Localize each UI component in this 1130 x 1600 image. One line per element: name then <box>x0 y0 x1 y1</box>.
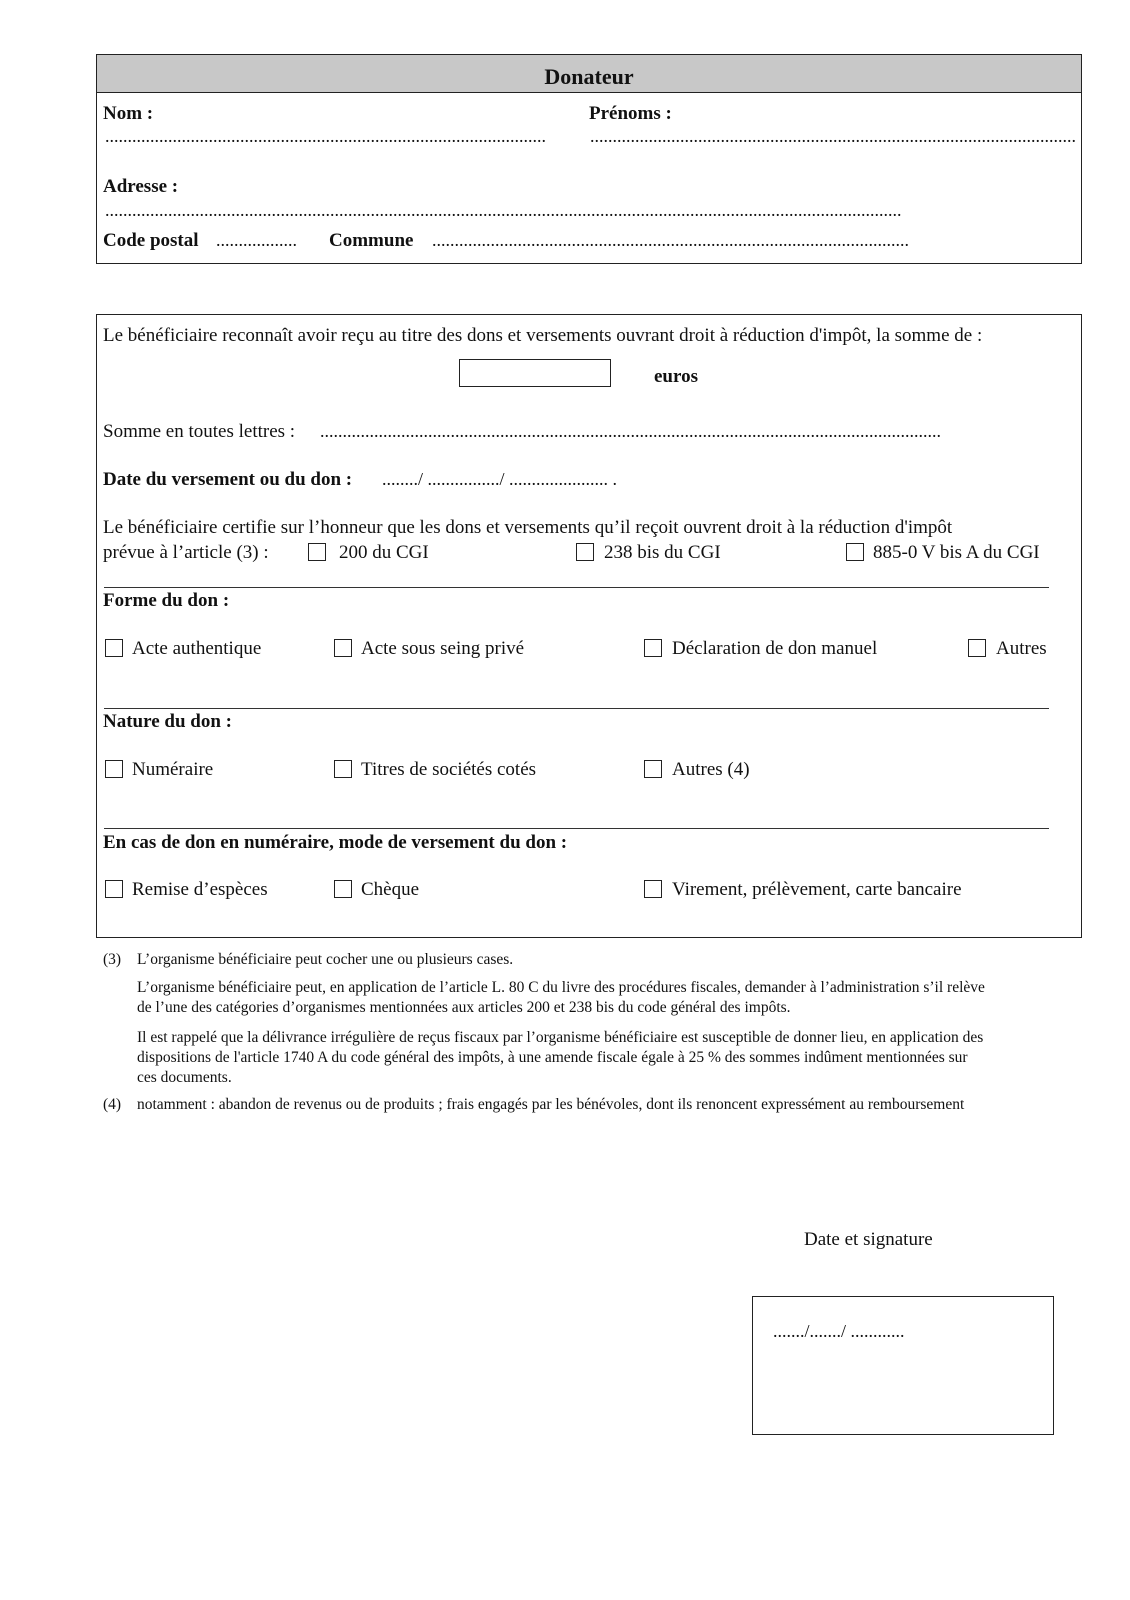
signature-date-field[interactable]: ......./......./ ............ <box>773 1321 905 1341</box>
mode-especes-checkbox[interactable] <box>105 880 123 898</box>
mode-virement-checkbox[interactable] <box>644 880 662 898</box>
receipt-intro: Le bénéficiaire reconnaît avoir reçu au titre des dons et versements ouvrant droit à réduction d'impôt, la somme de : <box>103 325 983 346</box>
amount-input[interactable] <box>459 359 611 387</box>
article-885-checkbox[interactable] <box>846 543 864 561</box>
date-versement-label: Date du versement ou du don : <box>103 469 353 490</box>
note-3-p3-line1: Il est rappelé que la délivrance irrégulière de reçus fiscaux par l’organisme bénéficiaire est susceptible de donner lieu, en application des <box>137 1029 984 1046</box>
article-200-checkbox[interactable] <box>308 543 326 561</box>
forme-acte-sseing-checkbox[interactable] <box>334 639 352 657</box>
forme-don-manuel-checkbox[interactable] <box>644 639 662 657</box>
article-238bis-checkbox[interactable] <box>576 543 594 561</box>
separator-forme <box>104 587 1049 588</box>
note-4-marker: (4) <box>103 1096 122 1113</box>
forme-autres-label: Autres <box>996 638 1047 659</box>
forme-don-manuel-label: Déclaration de don manuel <box>672 638 878 659</box>
article-885-label: 885-0 V bis A du CGI <box>873 542 1040 563</box>
nature-titres-checkbox[interactable] <box>334 760 352 778</box>
separator-nature <box>104 708 1049 709</box>
nature-titres-label: Titres de sociétés cotés <box>361 759 537 780</box>
somme-lettres-label: Somme en toutes lettres : <box>103 421 296 442</box>
mode-especes-label: Remise d’espèces <box>132 879 268 900</box>
nom-field[interactable]: .................................................................................................. <box>105 126 546 146</box>
note-4-text: notamment : abandon de revenus ou de produits ; frais engagés par les bénévoles, dont ils renoncent expressément au remboursement <box>137 1096 965 1113</box>
certifie-text: Le bénéficiaire certifie sur l’honneur que les dons et versements qu’il reçoit ouvrent droit à la réduction d'impôt <box>103 517 953 538</box>
forme-acte-sseing-label: Acte sous seing privé <box>361 638 525 659</box>
nature-numeraire-checkbox[interactable] <box>105 760 123 778</box>
forme-acte-authentique-checkbox[interactable] <box>105 639 123 657</box>
somme-lettres-field[interactable]: .......................................................................................................................................... <box>320 421 941 441</box>
forme-autres-checkbox[interactable] <box>968 639 986 657</box>
euros-label: euros <box>654 366 698 387</box>
mode-virement-label: Virement, prélèvement, carte bancaire <box>672 879 962 900</box>
nom-label: Nom : <box>103 103 154 124</box>
article-200-label: 200 du CGI <box>339 542 429 563</box>
mode-cheque-checkbox[interactable] <box>334 880 352 898</box>
note-3-marker: (3) <box>103 951 122 968</box>
prenoms-field[interactable]: ............................................................................................................ <box>590 126 1076 146</box>
separator-mode <box>104 828 1049 829</box>
prenoms-label: Prénoms : <box>589 103 672 124</box>
donor-header: Donateur <box>97 55 1081 93</box>
adresse-label: Adresse : <box>103 176 179 197</box>
article-238bis-label: 238 bis du CGI <box>604 542 721 563</box>
forme-title: Forme du don : <box>103 590 230 611</box>
note-3-line1: L’organisme bénéficiaire peut cocher une ou plusieurs cases. <box>137 951 514 968</box>
nature-autres-checkbox[interactable] <box>644 760 662 778</box>
nature-numeraire-label: Numéraire <box>132 759 214 780</box>
signature-box[interactable] <box>752 1296 1054 1435</box>
note-3-p3-line3: ces documents. <box>137 1069 232 1086</box>
note-3-p2-line2: de l’une des catégories d’organismes mentionnées aux articles 200 et 238 bis du code général des impôts. <box>137 999 791 1016</box>
mode-title: En cas de don en numéraire, mode de versement du don : <box>103 832 568 853</box>
code-postal-label: Code postal <box>103 230 199 251</box>
commune-field[interactable]: .......................................................................................................... <box>432 230 909 250</box>
code-postal-field[interactable]: .................. <box>216 230 297 250</box>
mode-cheque-label: Chèque <box>361 879 420 900</box>
date-versement-field[interactable]: ......../ ................/ ...................... . <box>382 469 618 489</box>
adresse-field[interactable]: ................................................................................................................................................................................. <box>105 200 902 220</box>
article-label: prévue à l’article (3) : <box>103 542 269 563</box>
nature-title: Nature du don : <box>103 711 232 732</box>
note-3-p3-line2: dispositions de l'article 1740 A du code général des impôts, à une amende fiscale égale à 25 % des sommes indûment mentionnées sur <box>137 1049 968 1066</box>
forme-acte-authentique-label: Acte authentique <box>132 638 262 659</box>
note-3-p2-line1: L’organisme bénéficiaire peut, en application de l’article L. 80 C du livre des procédures fiscales, demander à l’administration s’il relève <box>137 979 985 996</box>
nature-autres-label: Autres (4) <box>672 759 750 780</box>
signature-label: Date et signature <box>804 1229 933 1250</box>
commune-label: Commune <box>329 230 414 251</box>
